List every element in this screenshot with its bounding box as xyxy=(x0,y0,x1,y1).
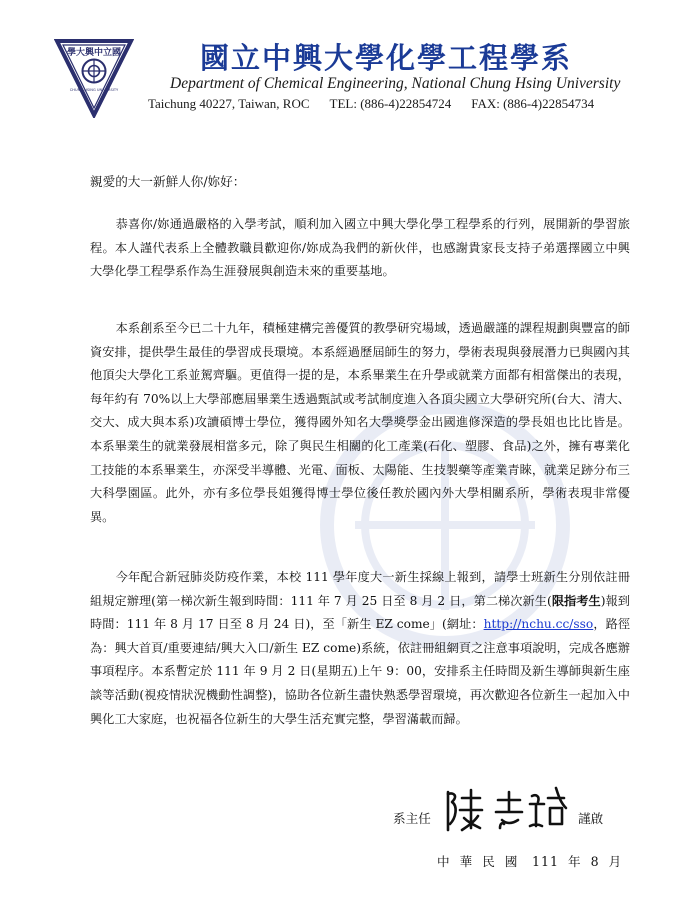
paragraph-registration xyxy=(90,566,630,731)
signer-title: 系主任 xyxy=(393,811,431,826)
handwritten-signature xyxy=(440,784,570,834)
closing-text: 謹啟 xyxy=(578,811,604,826)
logo-text: 學大興中立國 xyxy=(66,48,122,58)
department-title: 國立中興大學化學工程學系 xyxy=(200,41,573,75)
salutation: 親愛的大一新鮮人你/妳好： xyxy=(90,174,246,189)
logo-subtext: CHUNG HSING UNIVERSITY xyxy=(69,88,119,92)
registration-link[interactable]: http://nchu.cc/sso xyxy=(483,617,594,632)
paragraph-department-intro: 本系創系至今已二十九年，積極建構完善優質的教學研究場域，透過嚴謹的課程規劃與豐富的師資安排，提供學生最佳的學習成長環境。本系經過歷屆師生的努力，學術表現與發展潛力已與國內其他頂尖大學化工系並駕齊驅。更值得一提的是，本系畢業生在升學或就業方面都有相當傑出的表現，每年約有 70%以上大學部應屆畢業生透過甄試或考試制度進入各頂尖國立大學研究所(台大、清大、交大、成大與本系)攻讀碩博士學位，獲得國外知名大學獎學金出國進修深造的學長姐也比比皆是。本系畢業生的就業發展相當多元，除了與民生相關的化工產業(石化、塑膠、食品)之外，擁有專業化工技能的本系畢業生，亦深受半導體、光電、面板、太陽能、生技製藥等產業青睞，就業足跡分布三大科學園區。此外，亦有多位學長姐獲得博士學位後任教於國內外大學相關系所，學術表現非常優異。 xyxy=(90,321,630,524)
highlight-exam-students: 限指考生 xyxy=(551,593,601,608)
registration-text-1: 今年配合新冠肺炎防疫作業，本校 111 學年度大一新生採線上報到，請學士班新生分別依註冊組規定辦理(第一梯次新生報到時間：111 年 7 月 25 日至 8 月 2 日，第二梯次新生( xyxy=(90,570,630,608)
address-text: Taichung 40227, Taiwan, ROC xyxy=(148,96,310,111)
paragraph-welcome: 恭喜你/妳通過嚴格的入學考試，順利加入國立中興大學化學工程學系的行列，展開新的學習旅程。本人謹代表系上全體教職員歡迎你/妳成為我們的新伙伴，也感謝貴家長支持子弟選擇國立中興大學化學工程學系作為生涯發展與創造未來的重要基地。 xyxy=(90,217,630,279)
tel-text: TEL: (886-4)22854724 xyxy=(329,96,452,111)
university-logo xyxy=(54,38,134,118)
registration-text-2: )報到時間：111 年 8 月 17 日至 8 月 24 日)，至「新生 EZ come」(網址： xyxy=(90,593,630,632)
department-english-name: Department of Chemical Engineering, National Chung Hsing University xyxy=(170,75,621,92)
registration-text-3: ，路徑為：興大首頁/重要連結/興大入口/新生 EZ come)系統，依註冊組網頁之注意事項說明，完成各應辦事項程序。本系暫定於 111 年 9 月 2 日(星期五)上午 9：00，安排系主任時間及新生導師與新生座談等活動(視疫情狀況機動性調整)，協助各位新生盡快熟悉學習環境，再次歡迎各位新生一起加入中興化工大家庭，也祝福各位新生的大學生活充實完整，學習滿載而歸。 xyxy=(90,617,631,726)
contact-line xyxy=(148,96,618,112)
letter-date: 中 華 民 國 111 年 8 月 xyxy=(437,854,623,869)
fax-text: FAX: (886-4)22854734 xyxy=(471,96,595,111)
